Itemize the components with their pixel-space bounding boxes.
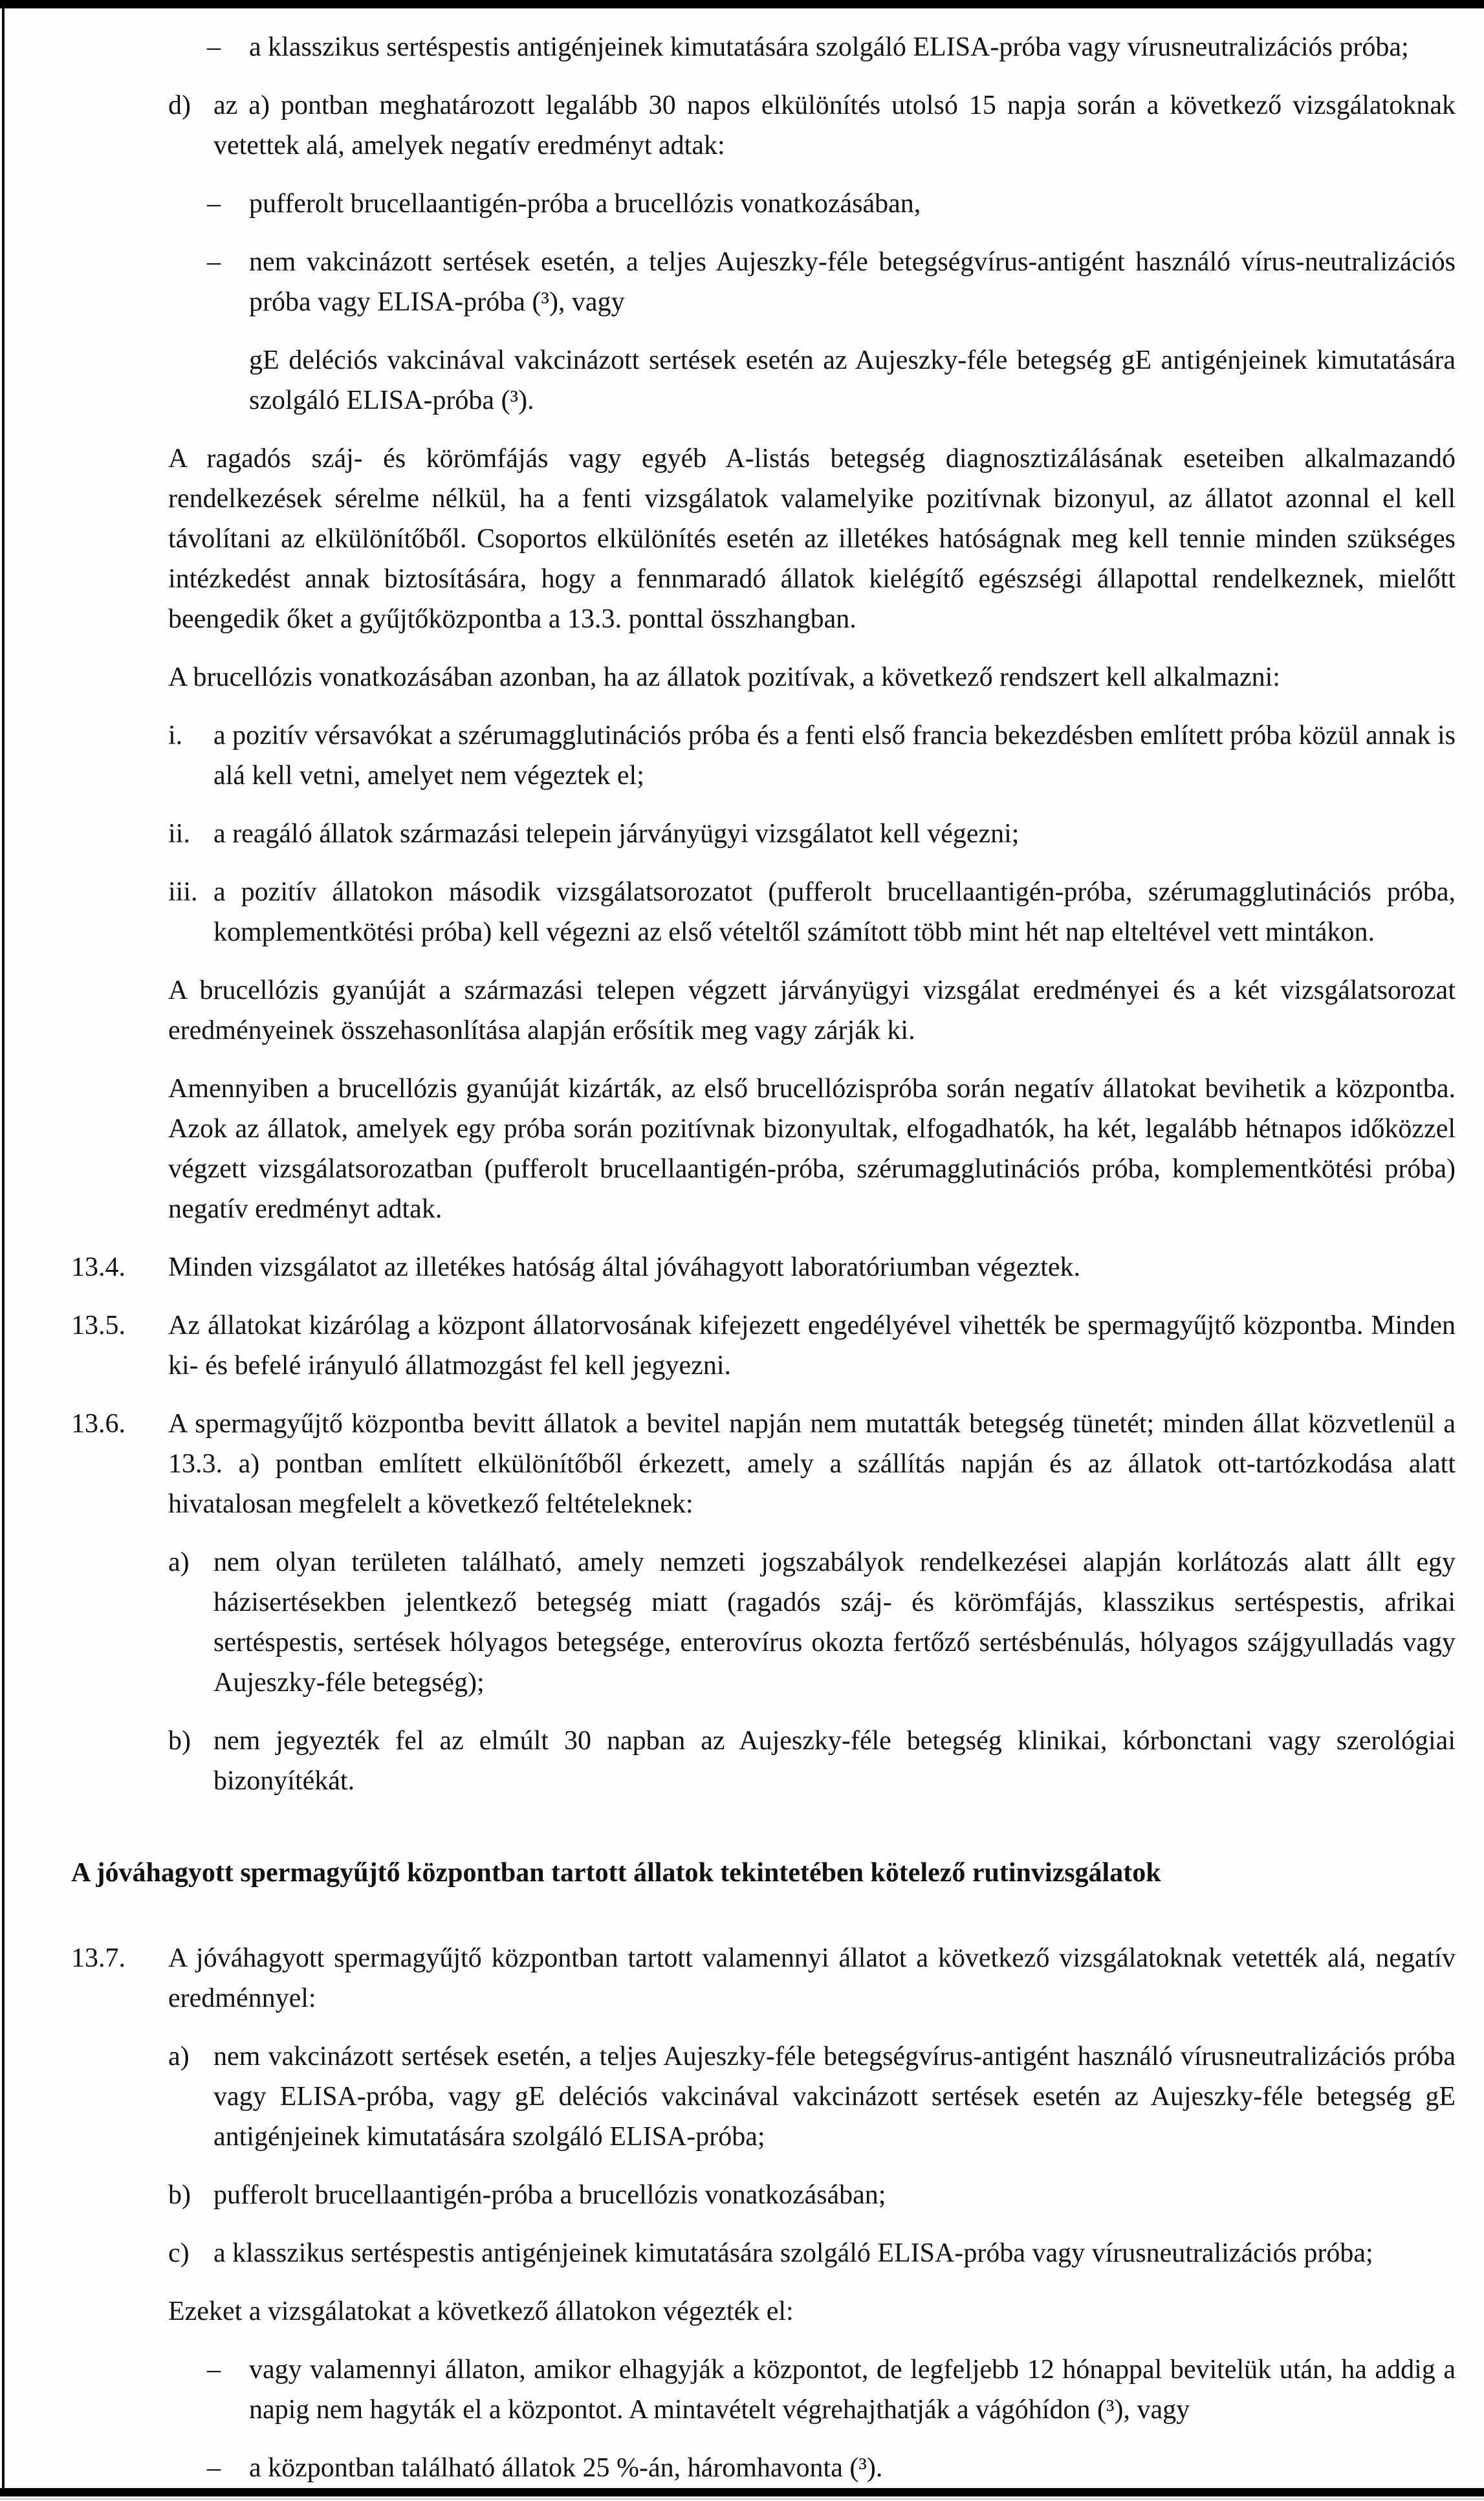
section-text: A jóváhagyott spermagyűjtő központban tartott valamennyi állatot a következő vizsgálatoknak vetették alá, negatív eredménnyel: <box>168 1943 1456 2013</box>
item-label: b) <box>168 1726 191 1756</box>
section-heading-text: A jóváhagyott spermagyűjtő központban tartott állatok tekintetében kötelező rutinvizsgálatok <box>71 1858 1161 1888</box>
section-number: 13.6. <box>71 1409 125 1439</box>
scan-edge-left <box>2 8 5 2489</box>
paragraph <box>168 2291 1456 2332</box>
roman-item-i <box>168 715 1456 796</box>
dash-item-text: a központban található állatok 25 %-án, háromhavonta (³). <box>249 2453 883 2483</box>
section-13-6 <box>71 1404 1456 1524</box>
item-label: iii. <box>168 877 198 907</box>
dash-item-text: vagy valamennyi állaton, amikor elhagyják a központot, de legfeljebb 12 hónappal bevitelük után, ha addig a napig nem hagyták el a központot. A mintavételt végrehajthatják a vágóhídon (³), vagy <box>249 2355 1456 2425</box>
dash-item <box>207 184 1456 224</box>
item-label: a) <box>168 2042 190 2071</box>
section-13-7 <box>71 1938 1456 2018</box>
paragraph <box>168 657 1456 697</box>
section-text: A spermagyűjtő központba bevitt állatok a bevitel napján nem mutatták betegség tünetét; minden állat közvetlenül a 13.3. a) pontban említett elkülönítőből érkezett, amely a szállítás napján és az állatok ott-tartózkodása alatt hivatalosan megfelelt a következő feltételeknek: <box>168 1409 1456 1519</box>
item-label: ii. <box>168 819 190 849</box>
letter-item-text: nem olyan területen található, amely nemzeti jogszabályok rendelkezései alapján korlátozás alatt állt egy házisertésekben jelentkező betegség miatt (ragadós száj- és körömfájás, klasszikus sertéspestis, afrikai sertéspestis, sertések hólyagos betegsége, enterovírus okozta fertőző sertésbénulás, hólyagos szájgyulladás vagy Aujeszky-féle betegség); <box>213 1547 1456 1698</box>
paragraph-text: A ragadós száj- és körömfájás vagy egyéb A-listás betegség diagnosztizálásának eseteiben alkalmazandó rendelkezések sérelme nélkül, ha a fenti vizsgálatok valamelyike pozitívnak bizonyul, az állatot azonnal el kell távolítani az elkülönítőből. Csoportos elkülönítés esetén az illetékes hatóságnak meg kell tennie minden szükséges intézkedést annak biztosítására, hogy a fennmaradó állatok kielégítő egészségi állapottal rendelkeznek, mielőtt beengedik őket a gyűjtőközpontba a 13.3. ponttal összhangban. <box>168 444 1456 634</box>
letter-item-text: a klasszikus sertéspestis antigénjeinek kimutatására szolgáló ELISA-próba vagy vírusneutralizációs próba; <box>213 2238 1373 2268</box>
item-label: a) <box>168 1547 190 1577</box>
dash-marker: – <box>207 2453 221 2483</box>
roman-item-text: a reagáló állatok származási telepein járványügyi vizsgálatot kell végezni; <box>213 819 1020 849</box>
letter-item-c <box>168 2233 1456 2273</box>
paragraph-text: A brucellózis gyanúját a származási telepen végzett járványügyi vizsgálat eredményei és a két vizsgálatsorozat eredményeinek összehasonlítása alapján erősítik meg vagy zárják ki. <box>168 976 1456 1045</box>
continuation-paragraph <box>249 340 1456 420</box>
dash-marker: – <box>207 2355 221 2385</box>
section-number: 13.7. <box>71 1943 125 1973</box>
paragraph <box>168 1069 1456 1229</box>
item-label: b) <box>168 2180 191 2210</box>
section-13-5 <box>71 1305 1456 1386</box>
dash-marker: – <box>207 247 221 277</box>
letter-item-b <box>168 1721 1456 1801</box>
section-number: 13.5. <box>71 1311 125 1340</box>
scan-edge-top <box>0 0 1484 8</box>
section-13-4 <box>71 1247 1456 1287</box>
paragraph-text: gE deléciós vakcinával vakcinázott sertések esetén az Aujeszky-féle betegség gE antigénjeinek kimutatására szolgáló ELISA-próba (³). <box>249 345 1456 415</box>
dash-item <box>207 2448 1456 2488</box>
dash-item <box>207 2350 1456 2430</box>
section-text: Az állatokat kizárólag a központ állatorvosának kifejezett engedélyével vihették be spermagyűjtő központba. Minden ki- és befelé irányuló állatmozgást fel kell jegyezni. <box>168 1311 1456 1381</box>
item-label: c) <box>168 2238 190 2268</box>
paragraph-text: Ezeket a vizsgálatokat a következő állatokon végezték el: <box>168 2297 794 2326</box>
dash-item-text: pufferolt brucellaantigén-próba a brucellózis vonatkozásában, <box>249 189 921 219</box>
item-label: d) <box>168 91 191 120</box>
paragraph-text: A brucellózis vonatkozásában azonban, ha az állatok pozitívak, a következő rendszert kell alkalmazni: <box>168 662 1280 692</box>
roman-item-iii <box>168 872 1456 952</box>
letter-item-text: az a) pontban meghatározott legalább 30 napos elkülönítés utolsó 15 napja során a következő vizsgálatoknak vetettek alá, amelyek negatív eredményt adtak: <box>213 91 1456 160</box>
letter-item-d <box>168 85 1456 166</box>
roman-item-text: a pozitív vérsavókat a szérumagglutinációs próba és a fenti első francia bekezdésben említett próba közül annak is alá kell vetni, amelyet nem végeztek el; <box>213 721 1456 791</box>
dash-item-text: a klasszikus sertéspestis antigénjeinek kimutatására szolgáló ELISA-próba vagy vírusneutralizációs próba; <box>249 32 1409 62</box>
letter-item-a <box>168 2037 1456 2157</box>
roman-item-ii <box>168 814 1456 854</box>
letter-item-a <box>168 1542 1456 1703</box>
dash-item <box>207 242 1456 322</box>
text-column <box>71 27 1456 2501</box>
item-label: i. <box>168 721 183 750</box>
paragraph <box>168 970 1456 1051</box>
letter-item-text: pufferolt brucellaantigén-próba a brucellózis vonatkozásában; <box>213 2180 886 2210</box>
dash-item-text: nem vakcinázott sertések esetén, a teljes Aujeszky-féle betegségvírus-antigént használó vírus-neutralizációs próba vagy ELISA-próba (³), vagy <box>249 247 1456 317</box>
letter-item-b <box>168 2175 1456 2215</box>
paragraph-text: Amennyiben a brucellózis gyanúját kizárták, az első brucellózispróba során negatív állatokat bevihetik a központba. Azok az állatok, amelyek egy próba során pozitívnak bizonyultak, elfogadhatók, ha két, legalább hétnapos időközzel végzett vizsgálatsorozatban (pufferolt brucellaantigén-próba, szérumagglutinációs próba, komplementkötési próba) negatív eredményt adtak. <box>168 1074 1456 1224</box>
dash-marker: – <box>207 32 221 62</box>
dash-marker: – <box>207 189 221 219</box>
paragraph <box>168 439 1456 639</box>
roman-item-text: a pozitív állatokon második vizsgálatsorozatot (pufferolt brucellaantigén-próba, szérumagglutinációs próba, komplementkötési próba) kell végezni az első vételtől számított több mint hét nap elteltével vett mintákon. <box>213 877 1456 947</box>
dash-item <box>207 27 1456 67</box>
section-heading <box>71 1853 1456 1893</box>
section-number: 13.4. <box>71 1252 125 1282</box>
section-text: Minden vizsgálatot az illetékes hatóság által jóváhagyott laboratóriumban végeztek. <box>168 1252 1081 1282</box>
letter-item-text: nem jegyezték fel az elmúlt 30 napban az Aujeszky-féle betegség klinikai, kórbonctani vagy szerológiai bizonyítékát. <box>213 1726 1456 1796</box>
letter-item-text: nem vakcinázott sertések esetén, a teljes Aujeszky-féle betegségvírus-antigént használó vírusneutralizációs próba vagy ELISA-próba, vagy gE deléciós vakcinával vakcinázott sertések esetén az Aujeszky-féle betegség gE antigénjeinek kimutatására szolgáló ELISA-próba; <box>213 2042 1456 2152</box>
